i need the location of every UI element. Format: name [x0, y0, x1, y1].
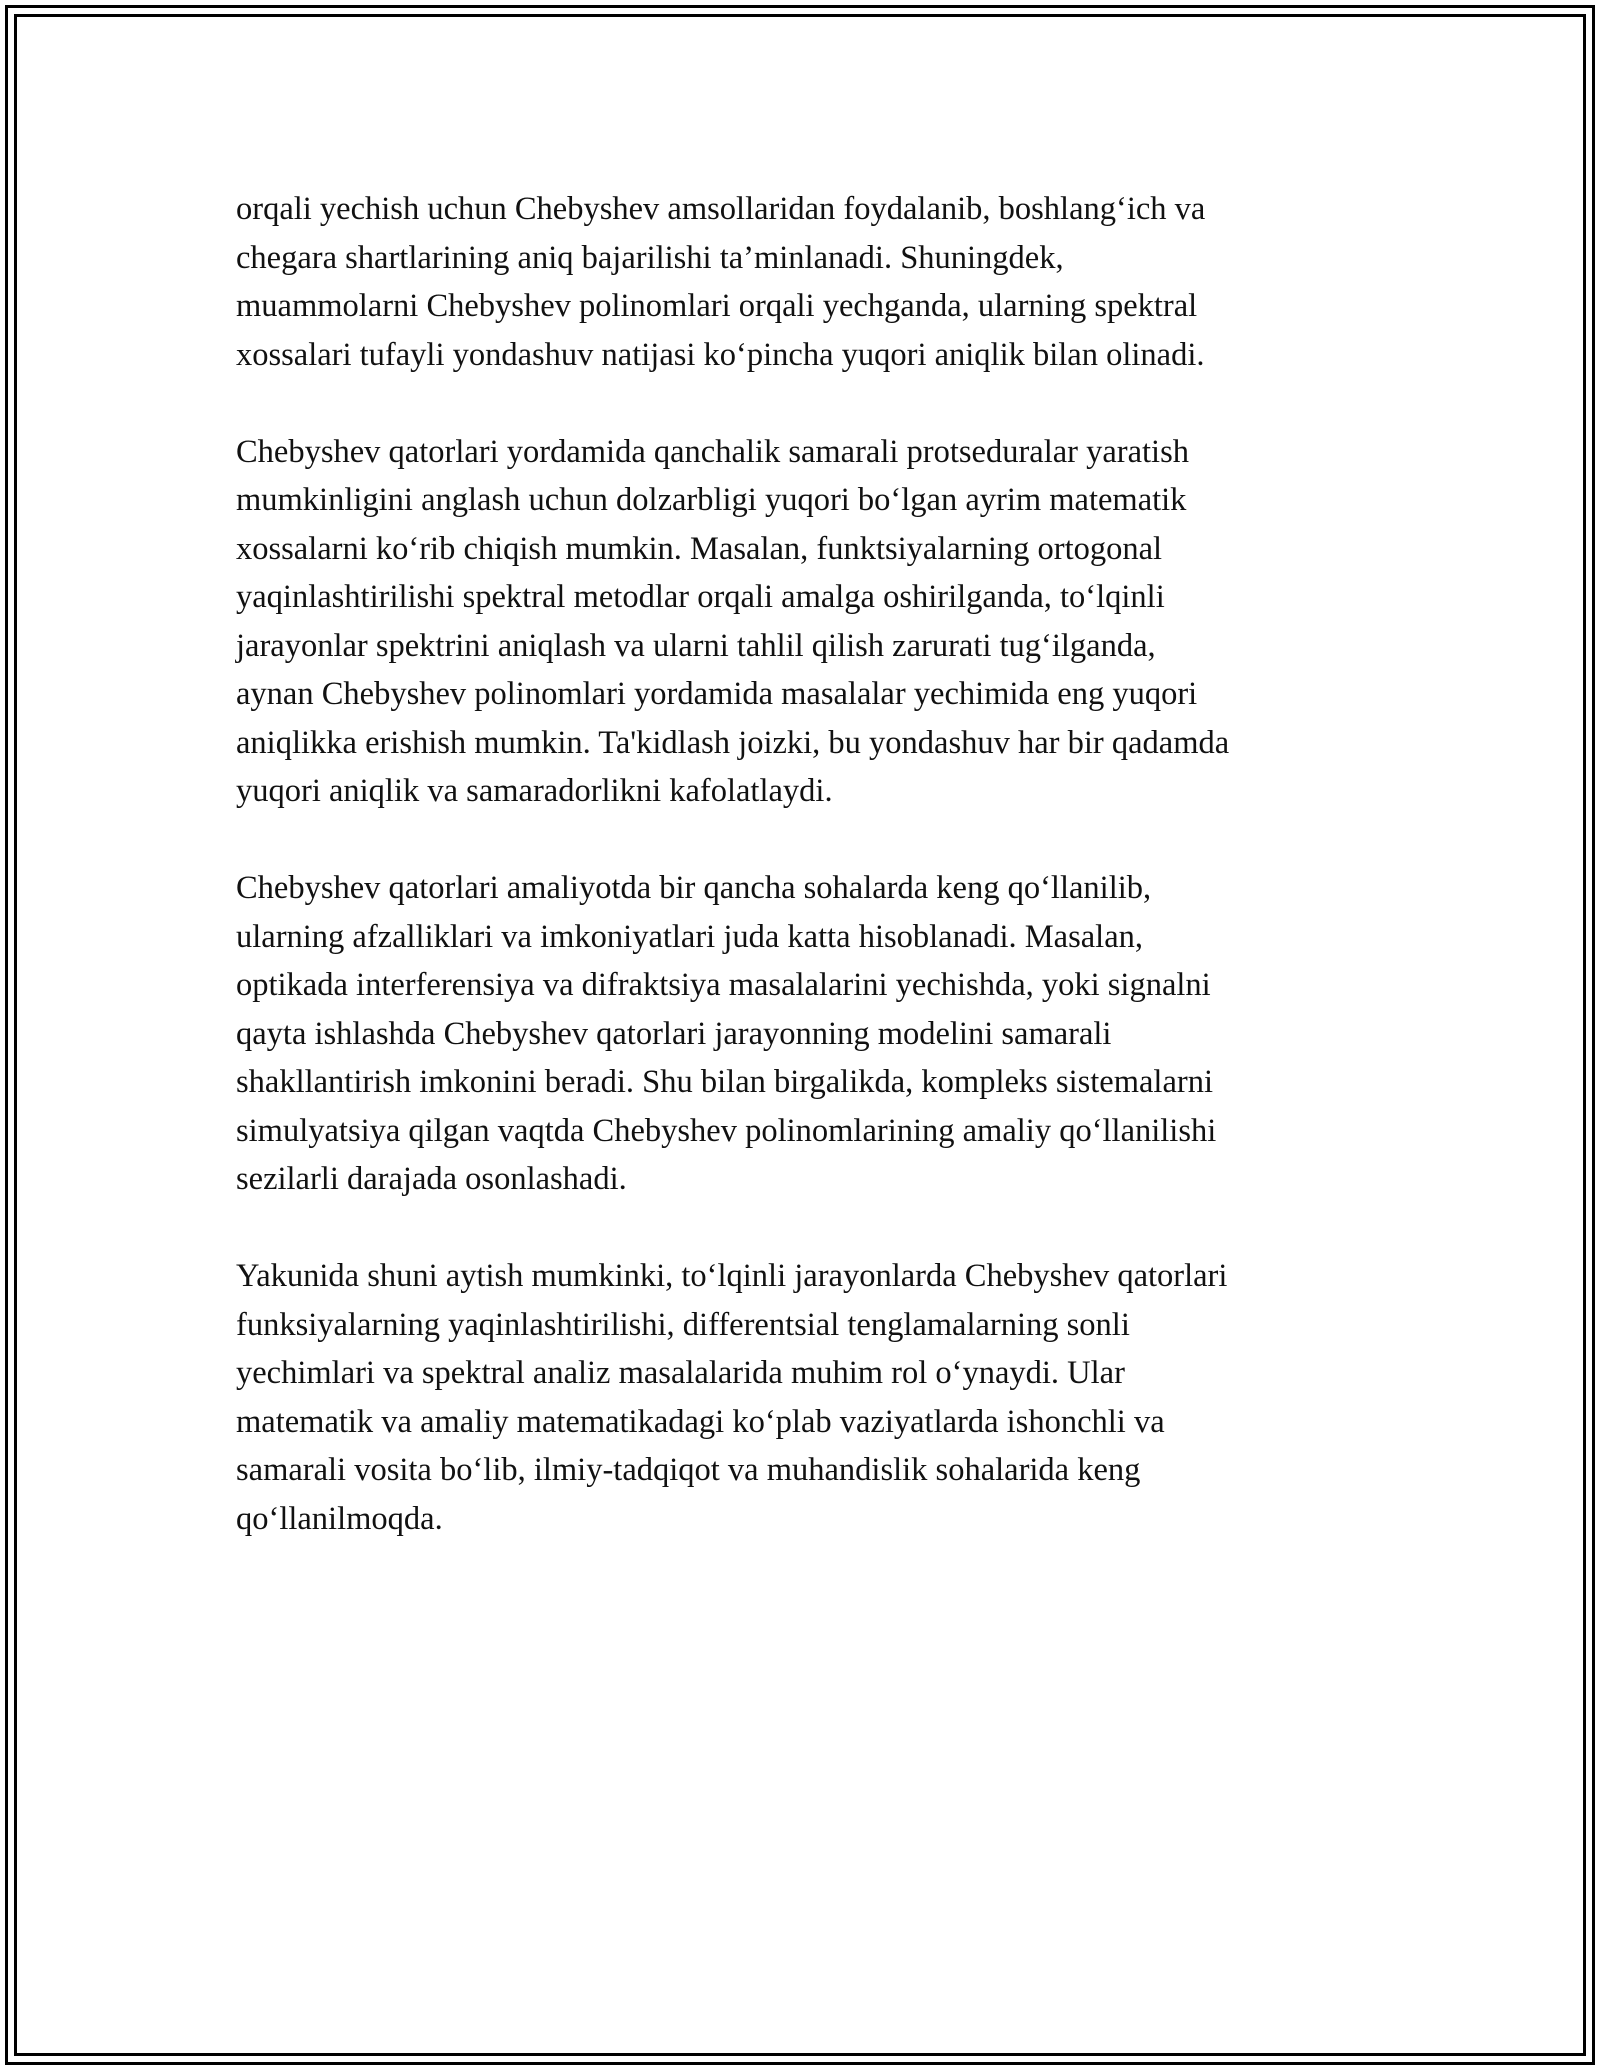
text-line: simulyatsiya qilgan vaqtda Chebyshev polinomlarining amaliy qo‘llanilishi	[236, 1112, 1217, 1149]
text-line: aniqlikka erishish mumkin. Ta'kidlash joizki, bu yondashuv har bir qadamda	[236, 724, 1230, 761]
text-line: jarayonlar spektrini aniqlash va ularni tahlil qilish zarurati tug‘ilganda,	[236, 627, 1156, 664]
text-line: xossalari tufayli yondashuv natijasi ko‘pincha yuqori aniqlik bilan olinadi.	[236, 336, 1205, 373]
text-line: aynan Chebyshev polinomlari yordamida masalalar yechimida eng yuqori	[236, 676, 1198, 712]
text-line: qayta ishlashda Chebyshev qatorlari jarayonning modelini samarali	[236, 1015, 1112, 1052]
text-line: Chebyshev qatorlari yordamida qanchalik samarali protseduralar yaratish	[236, 433, 1189, 470]
paragraph-2	[236, 428, 1386, 816]
text-line: funksiyalarning yaqinlashtirilishi, differentsial tenglamalarning sonli	[236, 1306, 1130, 1343]
text-line: Chebyshev qatorlari amaliyotda bir qancha sohalarda keng qo‘llanilib,	[236, 870, 1152, 906]
paragraph-4	[236, 1252, 1386, 1543]
text-line: xossalarni ko‘rib chiqish mumkin. Masalan, funktsiyalarning ortogonal	[236, 530, 1163, 567]
text-line: yechimlari va spektral analiz masalalarida muhim rol o‘ynaydi. Ular	[236, 1355, 1125, 1391]
paragraph-3	[236, 864, 1386, 1204]
text-line: mumkinligini anglash uchun dolzarbligi yuqori bo‘lgan ayrim matematik	[236, 482, 1187, 518]
text-line: Yakunida shuni aytish mumkinki, to‘lqinli jarayonlarda Chebyshev qatorlari	[236, 1258, 1228, 1294]
text-line: matematik va amaliy matematikadagi ko‘plab vaziyatlarda ishonchli va	[236, 1403, 1165, 1440]
text-line: chegara shartlarining aniq bajarilishi ta’minlanadi. Shuningdek,	[236, 239, 1064, 276]
text-line: optikada interferensiya va difraktsiya masalalarini yechishda, yoki signalni	[236, 967, 1211, 1003]
text-line: sezilarli darajada osonlashadi.	[236, 1161, 627, 1197]
text-line: yaqinlashtirilishi spektral metodlar orqali amalga oshirilganda, to‘lqinli	[236, 579, 1165, 615]
document-body	[236, 185, 1386, 1592]
text-line: qo‘llanilmoqda.	[236, 1500, 443, 1537]
text-line: ularning afzalliklari va imkoniyatlari juda katta hisoblanadi. Masalan,	[236, 918, 1144, 955]
text-line: samarali vosita bo‘lib, ilmiy-tadqiqot va muhandislik sohalarida keng	[236, 1452, 1141, 1488]
text-line: yuqori aniqlik va samaradorlikni kafolatlaydi.	[236, 773, 833, 809]
text-line: muammolarni Chebyshev polinomlari orqali yechganda, ularning spektral	[236, 288, 1198, 324]
text-line: orqali yechish uchun Chebyshev amsollaridan foydalanib, boshlang‘ich va	[236, 191, 1206, 227]
text-line: shakllantirish imkonini beradi. Shu bilan birgalikda, kompleks sistemalarni	[236, 1064, 1213, 1100]
paragraph-1	[236, 185, 1386, 379]
